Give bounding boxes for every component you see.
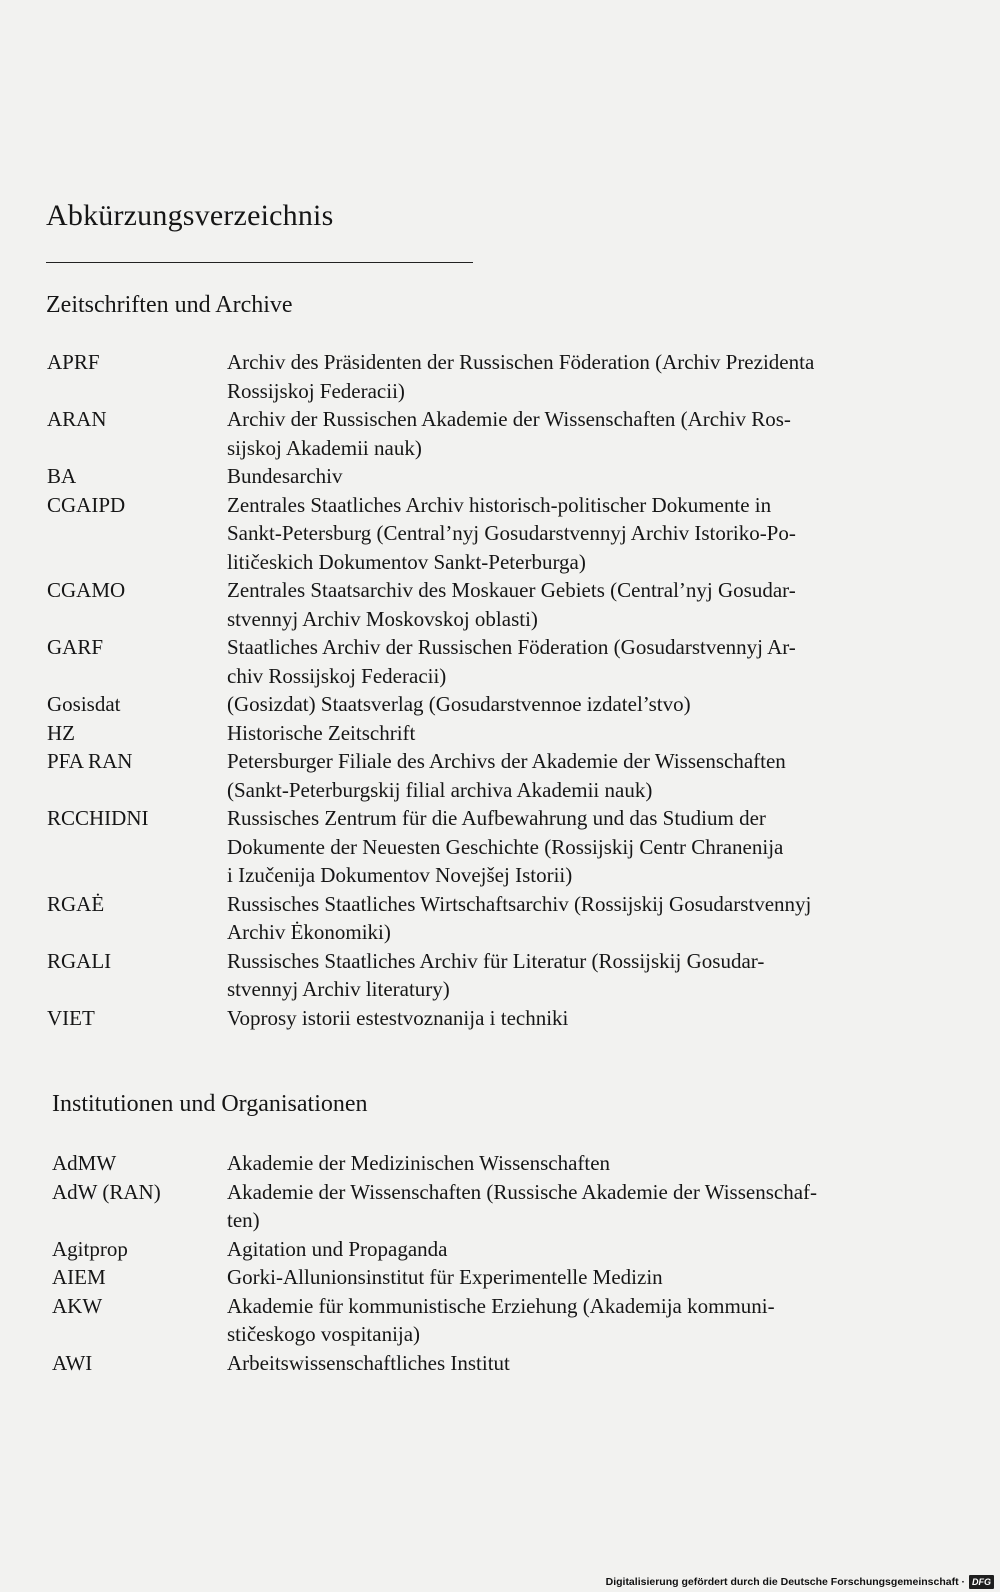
description-line: Akademie der Wissenschaften (Russische Akademie der Wissenschaf- <box>227 1179 818 1204</box>
abbreviation-entry <box>47 947 867 1004</box>
description-line: Agitation und Propaganda <box>227 1236 448 1261</box>
description-line: Dokumente der Neuesten Geschichte (Rossijskij Centr Chranenija <box>227 834 784 859</box>
description-line: Historische Zeitschrift <box>227 720 416 745</box>
abbreviation-term: GARF <box>47 635 104 659</box>
description-line: Petersburger Filiale des Archivs der Akademie der Wissenschaften <box>227 749 786 773</box>
abbreviation-entry <box>47 491 867 577</box>
abbreviation-entry <box>47 890 867 947</box>
abbreviation-term: AIEM <box>52 1265 106 1289</box>
abbreviation-description <box>227 348 867 405</box>
description-line: Zentrales Staatsarchiv des Moskauer Gebiets (Central’nyj Gosudar- <box>227 578 796 602</box>
abbreviation-description <box>227 1263 867 1292</box>
abbreviation-term: RCCHIDNI <box>47 806 149 830</box>
abbreviation-description <box>227 576 867 633</box>
abbreviation-description <box>227 890 867 947</box>
footer-credit-text: Digitalisierung gefördert durch die Deutsche Forschungsgemeinschaft · <box>605 1576 965 1588</box>
description-line: (Sankt-Peterburgskij filial archiva Akademii nauk) <box>227 777 653 802</box>
description-line: Archiv der Russischen Akademie der Wissenschaften (Archiv Ros- <box>227 407 791 431</box>
abbreviation-term: AWI <box>52 1350 93 1375</box>
title-underline <box>46 262 473 263</box>
abbreviation-entry <box>47 405 867 462</box>
description-line: stvennyj Archiv Moskovskoj oblasti) <box>227 606 538 631</box>
abbreviation-entry <box>47 576 867 633</box>
abbreviation-entry <box>52 1263 867 1292</box>
abbreviation-entry <box>47 719 867 748</box>
abbreviation-term: BA <box>47 464 77 488</box>
description-line: Bundesarchiv <box>227 464 343 488</box>
abbreviation-term: VIET <box>47 1005 95 1030</box>
abbreviation-term: PFA RAN <box>47 749 133 773</box>
abbreviation-entry <box>47 348 867 405</box>
description-line: Archiv des Präsidenten der Russischen Föderation (Archiv Prezidenta <box>227 350 815 374</box>
abbreviation-description <box>227 1349 867 1378</box>
abbreviation-entry <box>47 1004 867 1033</box>
abbreviation-entry <box>52 1292 867 1349</box>
abbreviation-description <box>227 804 867 890</box>
abbreviation-description <box>227 1235 867 1264</box>
description-line: Akademie für kommunistische Erziehung (Akademija kommuni- <box>227 1293 775 1318</box>
abbreviation-term: Gosisdat <box>47 692 121 716</box>
abbreviation-entry <box>47 747 867 804</box>
description-line: Rossijskoj Federacii) <box>227 378 405 403</box>
description-line: Russisches Zentrum für die Aufbewahrung und das Studium der <box>227 806 766 830</box>
abbreviation-description <box>227 747 867 804</box>
abbreviation-entry <box>47 690 867 719</box>
digitization-footer <box>600 1572 1000 1592</box>
abbreviation-description <box>227 405 867 462</box>
abbreviation-entry <box>52 1178 867 1235</box>
description-line: Zentrales Staatliches Archiv historisch-politischer Dokumente in <box>227 492 772 517</box>
abbreviation-description <box>227 1004 867 1033</box>
abbreviation-description <box>227 690 867 719</box>
description-line: litičeskich Dokumentov Sankt-Peterburga) <box>227 549 586 574</box>
description-line: Voprosy istorii estestvoznanija i techniki <box>227 1005 569 1030</box>
abbreviation-term: APRF <box>47 350 100 374</box>
description-line: Gorki-Allunionsinstitut für Experimentelle Medizin <box>227 1265 663 1289</box>
abbreviation-description <box>227 947 867 1004</box>
abbreviation-term: AdW (RAN) <box>52 1179 161 1204</box>
abbreviation-term: CGAIPD <box>47 492 126 517</box>
abbreviation-description <box>227 719 867 748</box>
abbreviation-entry <box>52 1149 867 1178</box>
description-line: i Izučenija Dokumentov Novejšej Istorii) <box>227 863 573 887</box>
abbreviation-entry <box>47 462 867 491</box>
section-heading-journals-archives: Zeitschriften und Archive <box>46 292 293 318</box>
description-line: Akademie der Medizinischen Wissenschaften <box>227 1151 611 1175</box>
description-line: ten) <box>227 1208 260 1232</box>
description-line: chiv Rossijskoj Federacii) <box>227 663 447 688</box>
abbreviation-entry <box>47 804 867 890</box>
description-line: stvennyj Archiv literatury) <box>227 977 450 1001</box>
abbreviation-list-journals-archives <box>47 348 867 1032</box>
abbreviation-term: AdMW <box>52 1151 117 1175</box>
abbreviation-term: Agitprop <box>52 1236 128 1261</box>
description-line: Archiv Ėkonomiki) <box>227 920 391 944</box>
description-line: Sankt-Petersburg (Central’nyj Gosudarstvennyj Archiv Istoriko-Po- <box>227 521 796 545</box>
abbreviation-list-institutions <box>52 1149 867 1377</box>
abbreviation-term: ARAN <box>47 407 107 431</box>
abbreviation-term: RGALI <box>47 948 112 973</box>
abbreviation-description <box>227 1178 867 1235</box>
abbreviation-term: CGAMO <box>47 578 126 602</box>
abbreviation-description <box>227 633 867 690</box>
abbreviation-term: RGAĖ <box>47 891 105 916</box>
description-line: Russisches Staatliches Archiv für Literatur (Rossijskij Gosudar- <box>227 948 765 973</box>
description-line: (Gosizdat) Staatsverlag (Gosudarstvennoe izdatel’stvo) <box>227 692 691 716</box>
abbreviation-description <box>227 491 867 577</box>
section-heading-institutions: Institutionen und Organisationen <box>52 1091 368 1117</box>
abbreviation-term: AKW <box>52 1293 103 1318</box>
description-line: Russisches Staatliches Wirtschaftsarchiv (Rossijskij Gosudarstvennyj <box>227 891 812 916</box>
dfg-logo: DFG <box>969 1575 994 1589</box>
abbreviation-entry <box>52 1349 867 1378</box>
description-line: sijskoj Akademii nauk) <box>227 435 422 460</box>
description-line: Arbeitswissenschaftliches Institut <box>227 1350 510 1375</box>
page-title: Abkürzungsverzeichnis <box>46 199 334 232</box>
abbreviation-description <box>227 1292 867 1349</box>
abbreviation-entry <box>52 1235 867 1264</box>
abbreviation-description <box>227 462 867 491</box>
abbreviation-description <box>227 1149 867 1178</box>
abbreviation-term: HZ <box>47 720 75 745</box>
abbreviation-entry <box>47 633 867 690</box>
description-line: Staatliches Archiv der Russischen Föderation (Gosudarstvennyj Ar- <box>227 635 796 659</box>
description-line: stičeskogo vospitanija) <box>227 1322 421 1346</box>
